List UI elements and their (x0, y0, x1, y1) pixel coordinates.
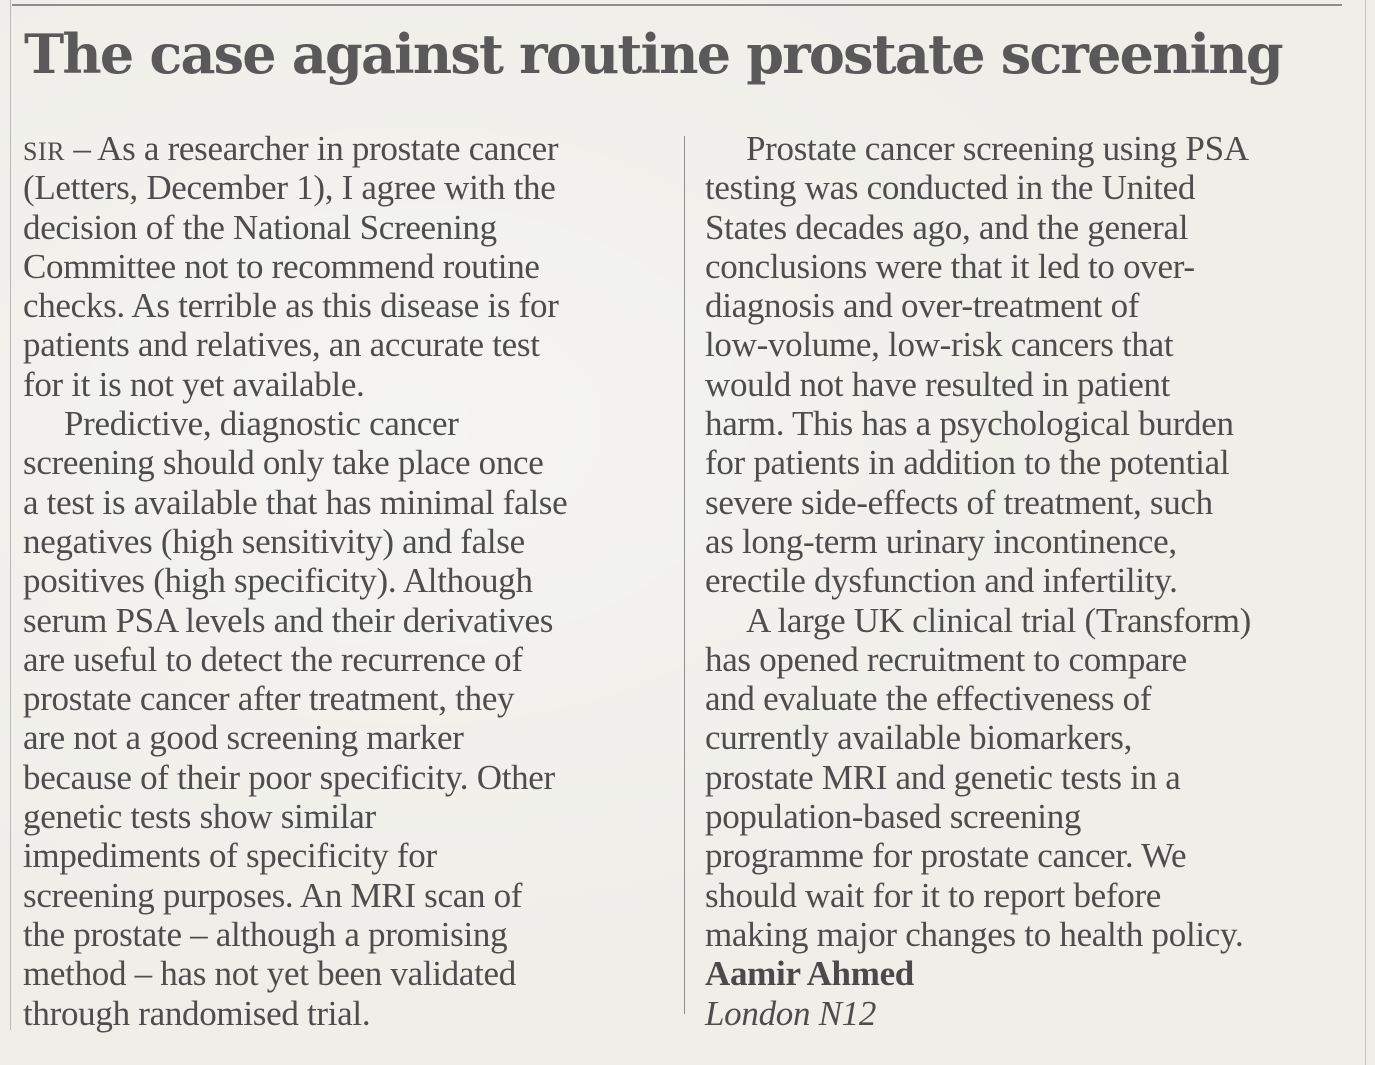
text-line: diagnosis and over-treatment of (705, 286, 1140, 326)
text-line: are useful to detect the recurrence of (23, 639, 523, 679)
text-line: genetic tests show similar (23, 797, 376, 837)
text-line: would not have resulted in patient (705, 364, 1171, 404)
text-line: are not a good screening marker (23, 718, 464, 758)
text-line: patients and relatives, an accurate test (23, 325, 540, 365)
text-line: erectile dysfunction and infertility. (705, 561, 1178, 601)
text-line: prostate MRI and genetic tests in a (705, 757, 1181, 797)
text-line: for patients in addition to the potential (705, 443, 1230, 483)
text-line: checks. As terrible as this disease is for (23, 286, 559, 326)
text-line: for it is not yet available. (23, 364, 365, 404)
text-line: has opened recruitment to compare (705, 639, 1187, 679)
text-line: the prostate – although a promising (23, 914, 508, 954)
text-line: testing was conducted in the United (705, 168, 1196, 208)
left-column (23, 129, 673, 1033)
text-line: impediments of specificity for (23, 836, 437, 876)
text-line: screening purposes. An MRI scan of (23, 875, 523, 915)
text-line: conclusions were that it led to over- (705, 246, 1195, 286)
text-line: a test is available that has minimal false (23, 482, 568, 522)
text-line: programme for prostate cancer. We (705, 836, 1187, 876)
paragraph-2 (23, 404, 673, 1033)
column-divider (684, 136, 685, 1014)
author-location: London N12 (705, 993, 877, 1033)
text-line: harm. This has a psychological burden (705, 404, 1234, 444)
text-line: should wait for it to report before (705, 875, 1162, 915)
text-line: because of their poor specificity. Other (23, 757, 555, 797)
text-line: States decades ago, and the general (705, 207, 1189, 247)
text-line: serum PSA levels and their derivatives (23, 600, 554, 640)
text-line: method – has not yet been validated (23, 954, 516, 994)
text-line: – As a researcher in prostate cancer (64, 129, 559, 168)
text-line: A large UK clinical trial (Transform) (746, 600, 1252, 640)
text-line: Prostate cancer screening using PSA (746, 129, 1249, 168)
text-line: decision of the National Screening (23, 207, 497, 247)
text-line: (Letters, December 1), I agree with the (23, 168, 556, 208)
text-line: and evaluate the effectiveness of (705, 679, 1152, 719)
clipping-right-edge (1365, 0, 1366, 1065)
right-column (705, 129, 1365, 1033)
text-line: Predictive, diagnostic cancer (64, 404, 459, 444)
text-line: low-volume, low-risk cancers that (705, 325, 1174, 365)
text-line: negatives (high sensitivity) and false (23, 521, 525, 561)
clipping-left-edge (10, 0, 11, 1030)
text-line: through randomised trial. (23, 993, 371, 1033)
headline: The case against routine prostate screening (24, 22, 1282, 86)
text-line: currently available biomarkers, (705, 718, 1133, 758)
paragraph-4 (705, 601, 1365, 955)
text-line: population-based screening (705, 797, 1082, 837)
text-line: severe side-effects of treatment, such (705, 482, 1213, 522)
author-name: Aamir Ahmed (705, 954, 914, 994)
text-line: positives (high specificity). Although (23, 561, 533, 601)
paragraph-1 (23, 168, 673, 404)
text-line: Committee not to recommend routine (23, 246, 540, 286)
text-line: as long-term urinary incontinence, (705, 521, 1177, 561)
text-line: making major changes to health policy. (705, 914, 1244, 954)
salutation: SIR (23, 137, 65, 166)
top-rule (12, 4, 1342, 6)
text-line: prostate cancer after treatment, they (23, 679, 515, 719)
paragraph-3 (705, 129, 1365, 601)
opening-line (23, 129, 673, 168)
text-line: screening should only take place once (23, 443, 544, 483)
